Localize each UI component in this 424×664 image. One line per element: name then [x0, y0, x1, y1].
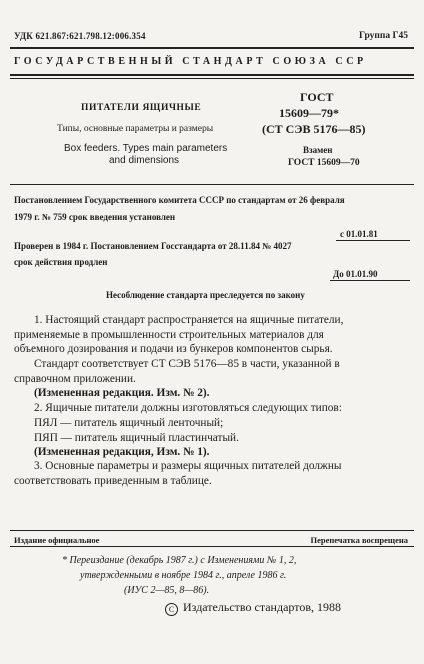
paragraph-1 — [14, 313, 412, 357]
standard-title-ru: ПИТАТЕЛИ ЯЩИЧНЫЕ — [81, 103, 202, 113]
extended-date-underline — [330, 280, 410, 281]
reissue-note-line-1: * Переиздание (декабрь 1987 г.) с Изменениями № 1, 2, — [62, 555, 297, 566]
group-code: Группа Г45 — [359, 31, 408, 41]
paragraph-2-line-1: Стандарт соответствует СТ СЭВ 5176—85 в части, указанной в — [34, 358, 340, 370]
effective-date-underline — [336, 240, 410, 241]
gost-label: ГОСТ — [300, 90, 334, 104]
standard-title-en-line1: Box feeders. Types main parameters — [64, 143, 228, 154]
rule-under-authority — [10, 74, 414, 76]
footer-rule — [10, 530, 414, 531]
replaces-label: Взамен — [303, 145, 333, 155]
paragraph-2-line-2: справочном приложении. — [14, 372, 136, 385]
paragraph-1-line-2: применяемые в промышленности строительных материалов для — [14, 328, 324, 341]
effective-date: с 01.01.81 — [340, 229, 378, 239]
top-rule — [10, 47, 414, 49]
paragraph-1-line-3: объемного дозирования и подачи из бункеров компонентов сырья. — [14, 343, 333, 355]
amendment-note-1: (Измененная редакция. Изм. № 2). — [34, 387, 210, 399]
noncompliance-notice: Несоблюдение стандарта преследуется по закону — [106, 290, 305, 300]
reissue-note-line-3: (ИУС 2—85, 8—86). — [124, 585, 210, 596]
type-item-pyal: ПЯЛ — питатель ящичный ленточный; — [34, 417, 224, 429]
replaces-value: ГОСТ 15609—70 — [288, 158, 360, 168]
amendment-note-2: (Измененная редакция, Изм. № 1). — [34, 446, 210, 458]
copyright-line — [165, 600, 341, 616]
cst-number: (СТ СЭВ 5176—85) — [262, 122, 366, 136]
checked-line-1: Проверен в 1984 г. Постановлением Госстандарта от 28.11.84 № 4027 — [14, 241, 292, 251]
checked-line-2: срок действия продлен — [14, 257, 108, 267]
authority-title: ГОСУДАРСТВЕННЫЙ СТАНДАРТ СОЮЗА ССР — [14, 56, 367, 67]
udk-code: УДК 621.867:621.798.12:006.354 — [14, 31, 146, 41]
extended-date: До 01.01.90 — [333, 269, 378, 279]
resolution-line-1: Постановлением Государственного комитета СССР по стандартам от 26 февраля — [14, 195, 345, 205]
reprint-prohibited: Перепечатка воспрещена — [310, 535, 408, 545]
paragraph-4 — [14, 459, 412, 488]
paragraph-1-line-1: 1. Настоящий стандарт распространяется на ящичные питатели, — [34, 314, 344, 326]
copyright-text: Издательство стандартов, 1988 — [183, 600, 341, 614]
paragraph-2 — [14, 357, 412, 386]
standard-title-en-line2: and dimensions — [109, 155, 180, 166]
paragraph-4-line-1: 3. Основные параметры и размеры ящичных питателей должны — [34, 460, 342, 472]
paragraph-4-line-2: соответствовать приведенным в таблице. — [14, 474, 212, 487]
type-item-pyap: ПЯП — питатель ящичный пластинчатый. — [34, 432, 239, 444]
resolution-line-2: 1979 г. № 759 срок введения установлен — [14, 212, 176, 222]
paragraph-3: 2. Ящичные питатели должны изготовляться следующих типов: — [34, 402, 342, 414]
gost-number: 15609—79* — [279, 106, 339, 120]
copyright-icon: C — [165, 603, 178, 616]
reissue-note-line-2: утвержденными в ноябре 1984 г., апреле 1986 г. — [80, 570, 287, 581]
official-edition: Издание официальное — [14, 535, 100, 545]
rule-double — [10, 78, 414, 79]
footer-rule-2 — [10, 546, 414, 547]
rule-above-resolution — [10, 184, 414, 185]
standard-subtitle-ru: Типы, основные параметры и размеры — [57, 124, 214, 134]
